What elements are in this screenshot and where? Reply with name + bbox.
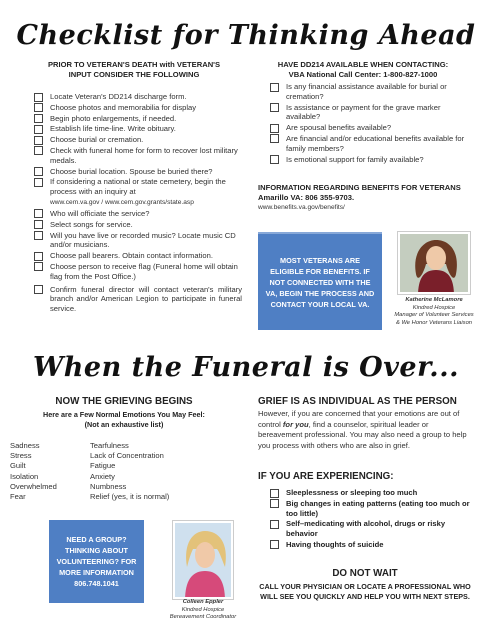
checklist-item[interactable]: Is emotional support for family available? — [270, 155, 468, 165]
grieving-section — [10, 396, 238, 429]
checkbox[interactable] — [270, 520, 279, 529]
checkbox[interactable] — [270, 124, 279, 133]
benefits-info-heading: INFORMATION REGARDING BENEFITS FOR VETERANS — [258, 183, 461, 192]
emotion-item: Lack of Concentration — [90, 451, 164, 461]
checkbox[interactable] — [270, 499, 279, 508]
checklist-item[interactable]: Choose person to receive flag (Funeral home will obtain flag from the Post Office.) — [34, 262, 242, 282]
checklist-item[interactable]: Are financial and/or educational benefits available for family members? — [270, 134, 468, 154]
checklist-item[interactable]: Who will officiate the service? — [34, 209, 242, 219]
checklist-item[interactable]: Is assistance or payment for the grave marker available? — [270, 103, 468, 123]
checklist-item[interactable]: Locate Veteran's DD214 discharge form. — [34, 92, 242, 102]
group-volunteer-callout: NEED A GROUP? THINKING ABOUT VOLUNTEERING? FOR MORE INFORMATION 806.748.1041 — [49, 520, 144, 603]
colleen-photo — [173, 521, 233, 599]
checklist-item[interactable]: Establish life time-line. Write obituary. — [34, 124, 242, 134]
do-not-wait-section — [258, 568, 472, 602]
checkbox[interactable] — [34, 252, 43, 261]
emotion-item: Relief (yes, it is normal) — [90, 492, 170, 502]
dd214-section — [258, 60, 468, 164]
benefits-info — [258, 183, 473, 213]
katherine-photo — [398, 232, 470, 294]
checklist-item[interactable]: Will you have live or recorded music? Locate music CD and/or musicians. — [34, 231, 242, 251]
checklist-item[interactable]: Sleeplessness or sleeping too much — [270, 488, 474, 498]
checkbox[interactable] — [270, 540, 279, 549]
emotion-item: Isolation — [10, 471, 39, 481]
prior-checklist — [34, 92, 242, 197]
checkbox[interactable] — [270, 103, 279, 112]
checkbox[interactable] — [34, 125, 43, 134]
prior-heading: PRIOR TO VETERAN'S DEATH with VETERAN'S INPUT CONSIDER THE FOLLOWING — [47, 60, 221, 79]
do-not-wait-text: CALL YOUR PHYSICIAN OR LOCATE A PROFESSIONAL WHO WILL SEE YOU QUICKLY AND HELP YOU WITH NEXT STEPS. — [259, 582, 471, 601]
checklist-item[interactable]: Having thoughts of suicide — [270, 540, 474, 550]
checkbox[interactable] — [34, 178, 43, 187]
checklist-item[interactable]: Is any financial assistance available for burial or cremation? — [270, 82, 468, 102]
checklist-item[interactable]: Choose burial location. Spouse be buried there? — [34, 167, 242, 177]
emotion-item: Sadness — [10, 441, 40, 450]
grief-individual-section — [258, 396, 474, 451]
grief-individual-text: However, if you are concerned that your emotions are out of control for you, find a counselor, spiritual leader or bereavement professional. You may also need a group to help you process with others who are also in grief. — [258, 409, 467, 450]
cemetery-url: www.cem.va.gov / www.cem.gov.grants/state.asp — [50, 198, 194, 206]
experiencing-section — [258, 471, 474, 550]
checkbox[interactable] — [270, 83, 279, 92]
emotions-subheading: Here are a Few Normal Emotions You May Feel: (Not an exhaustive list) — [43, 410, 205, 429]
checklist-item[interactable]: Confirm funeral director will contact veteran's military branch and/or American Legion to participate in funeral service. — [34, 285, 242, 314]
checkbox[interactable] — [34, 136, 43, 145]
checklist-item[interactable]: Choose photos and memorabilia for display — [34, 103, 242, 113]
checklist-item[interactable]: Check with funeral home for form to recover lost military medals. — [34, 146, 242, 166]
portrait-image — [175, 523, 233, 599]
checklist-item[interactable]: Self–medicating with alcohol, drugs or risky behavior — [270, 519, 474, 539]
katherine-caption: Katherine McLamore Kindred Hospice Manager of Volunteer Services & We Honor Veterans Liaison — [394, 297, 474, 326]
emotion-item: Overwhelmed — [10, 481, 57, 491]
do-not-wait-heading: DO NOT WAIT — [332, 568, 398, 579]
eligible-benefits-callout: MOST VETERANS ARE ELIGIBLE FOR BENEFITS. IF NOT CONNECTED WITH THE VA, BEGIN THE PROCESS AND CONTACT YOUR LOCAL VA. — [258, 232, 382, 330]
emotion-item: Stress — [10, 451, 32, 461]
emotion-item: Fatigue — [90, 461, 116, 471]
checklist-item[interactable]: If considering a national or state cemetery, begin the process with an inquiry at — [34, 177, 242, 197]
checkbox[interactable] — [34, 93, 43, 102]
portrait-image — [400, 234, 470, 294]
colleen-caption: Colleen Eppler Kindred Hospice Bereavement Coordinator — [169, 599, 237, 621]
emotion-item: Numbness — [90, 481, 127, 491]
checkbox[interactable] — [34, 285, 43, 294]
dd214-heading: HAVE DD214 AVAILABLE WHEN CONTACTING: VBA National Call Center: 1-800-827-1000 — [277, 60, 449, 79]
checkbox[interactable] — [34, 167, 43, 176]
checkbox[interactable] — [34, 209, 43, 218]
dd214-checklist — [270, 82, 468, 164]
funeral-over-title: When the Funeral is Over... — [32, 352, 460, 383]
checklist-item[interactable]: Big changes in eating patterns (eating too much or too little) — [270, 499, 474, 519]
grieving-heading: NOW THE GRIEVING BEGINS — [55, 396, 193, 407]
prior-checklist-continued — [34, 209, 242, 314]
checkbox[interactable] — [34, 146, 43, 155]
checklist-item[interactable]: Choose burial or cremation. — [34, 135, 242, 145]
checklist-item[interactable]: Select songs for service. — [34, 220, 242, 230]
emotion-item: Anxiety — [90, 471, 115, 481]
prior-to-death-section — [34, 60, 242, 314]
checkbox[interactable] — [34, 231, 43, 240]
checkbox[interactable] — [34, 103, 43, 112]
checkbox[interactable] — [270, 134, 279, 143]
experiencing-checklist — [258, 488, 474, 550]
emotions-list — [10, 441, 240, 502]
checkbox[interactable] — [270, 155, 279, 164]
checkbox[interactable] — [270, 489, 279, 498]
experiencing-heading: IF YOU ARE EXPERIENCING: — [258, 471, 394, 482]
amarillo-va-phone: Amarillo VA: 806 355-9703. — [258, 193, 355, 202]
emotion-item: Fear — [10, 492, 26, 502]
emotion-item: Guilt — [10, 461, 26, 471]
checklist-item[interactable]: Are spousal benefits available? — [270, 123, 468, 133]
checklist-item[interactable]: Choose pall bearers. Obtain contact information. — [34, 251, 242, 261]
checklist-title: Checklist for Thinking Ahead — [16, 20, 476, 51]
checkbox[interactable] — [34, 114, 43, 123]
checkbox[interactable] — [34, 262, 43, 271]
checklist-item[interactable]: Begin photo enlargements, if needed. — [34, 114, 242, 124]
benefits-url[interactable]: www.benefits.va.gov/benefits/ — [258, 204, 345, 211]
checkbox[interactable] — [34, 220, 43, 229]
emotion-item: Tearfulness — [90, 441, 129, 450]
grief-individual-heading: GRIEF IS AS INDIVIDUAL AS THE PERSON — [258, 396, 457, 407]
